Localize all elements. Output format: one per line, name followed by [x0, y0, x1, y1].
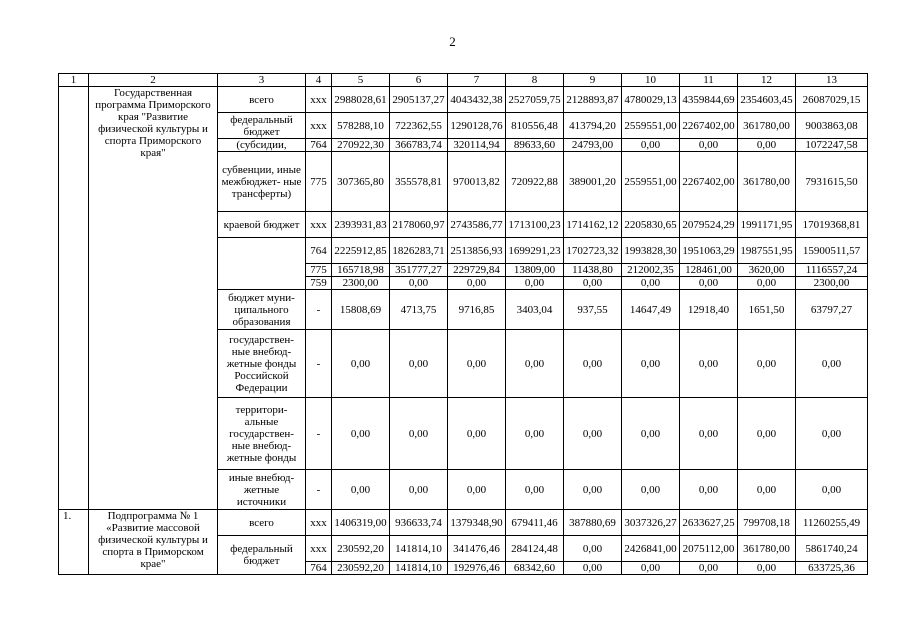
value-cell: 1713100,23 — [506, 212, 564, 238]
program-name-cell: Подпрограмма № 1 «Развитие массовой физической культуры и спорта в Приморском крае" — [89, 510, 218, 575]
budget-code-cell: xxx — [306, 87, 332, 113]
budget-code-cell: xxx — [306, 510, 332, 536]
header-cell: 8 — [506, 74, 564, 87]
funding-source-cell: бюджет муни- ципального образования — [218, 290, 306, 330]
funding-source-cell: федеральный бюджет — [218, 113, 306, 139]
value-cell: 4043432,38 — [448, 87, 506, 113]
value-cell: 578288,10 — [332, 113, 390, 139]
value-cell: 284124,48 — [506, 536, 564, 562]
row-number-cell: 1. — [59, 510, 89, 575]
header-cell: 5 — [332, 74, 390, 87]
row-number-cell — [59, 87, 89, 510]
value-cell: 1406319,00 — [332, 510, 390, 536]
value-cell: 7931615,50 — [796, 152, 868, 212]
value-cell: 0,00 — [738, 398, 796, 470]
value-cell: 0,00 — [332, 398, 390, 470]
value-cell: 970013,82 — [448, 152, 506, 212]
value-cell: 0,00 — [448, 330, 506, 398]
funding-source-cell: всего — [218, 510, 306, 536]
value-cell: 0,00 — [506, 330, 564, 398]
value-cell: 1714162,12 — [564, 212, 622, 238]
value-cell: 15900511,57 — [796, 238, 868, 264]
value-cell: 0,00 — [506, 398, 564, 470]
header-cell: 10 — [622, 74, 680, 87]
header-cell: 9 — [564, 74, 622, 87]
header-cell: 7 — [448, 74, 506, 87]
budget-code-cell: 775 — [306, 264, 332, 277]
value-cell: 0,00 — [680, 562, 738, 575]
value-cell: 2205830,65 — [622, 212, 680, 238]
value-cell: 0,00 — [622, 470, 680, 510]
funding-source-cell: краевой бюджет — [218, 212, 306, 238]
value-cell: 0,00 — [622, 277, 680, 290]
value-cell: 3620,00 — [738, 264, 796, 277]
value-cell: 0,00 — [564, 398, 622, 470]
value-cell: 63797,27 — [796, 290, 868, 330]
value-cell: 11438,80 — [564, 264, 622, 277]
header-cell: 4 — [306, 74, 332, 87]
value-cell: 0,00 — [796, 470, 868, 510]
value-cell: 2300,00 — [332, 277, 390, 290]
value-cell: 0,00 — [390, 330, 448, 398]
funding-source-cell: иные внебюд- жетные источники — [218, 470, 306, 510]
value-cell: 4780029,13 — [622, 87, 680, 113]
value-cell: 2743586,77 — [448, 212, 506, 238]
budget-code-cell: 764 — [306, 238, 332, 264]
budget-code-cell: xxx — [306, 536, 332, 562]
value-cell: 14647,49 — [622, 290, 680, 330]
value-cell: 799708,18 — [738, 510, 796, 536]
value-cell: 13809,00 — [506, 264, 564, 277]
value-cell: 1993828,30 — [622, 238, 680, 264]
value-cell: 0,00 — [738, 139, 796, 152]
value-cell: 1116557,24 — [796, 264, 868, 277]
value-cell: 3403,04 — [506, 290, 564, 330]
value-cell: 2513856,93 — [448, 238, 506, 264]
value-cell: 341476,46 — [448, 536, 506, 562]
value-cell: 0,00 — [680, 470, 738, 510]
value-cell: 0,00 — [332, 470, 390, 510]
value-cell: 270922,30 — [332, 139, 390, 152]
table-row — [59, 87, 868, 113]
value-cell: 141814,10 — [390, 562, 448, 575]
value-cell: 0,00 — [390, 470, 448, 510]
value-cell: 0,00 — [622, 330, 680, 398]
value-cell: 229729,84 — [448, 264, 506, 277]
value-cell: 2267402,00 — [680, 113, 738, 139]
header-cell: 6 — [390, 74, 448, 87]
value-cell: 0,00 — [390, 277, 448, 290]
funding-source-cell: всего — [218, 87, 306, 113]
value-cell: 1951063,29 — [680, 238, 738, 264]
table-row — [59, 510, 868, 536]
value-cell: 0,00 — [448, 277, 506, 290]
value-cell: 89633,60 — [506, 139, 564, 152]
value-cell: 2075112,00 — [680, 536, 738, 562]
value-cell: 192976,46 — [448, 562, 506, 575]
value-cell: 2178060,97 — [390, 212, 448, 238]
budget-code-cell: - — [306, 470, 332, 510]
value-cell: 2559551,00 — [622, 113, 680, 139]
value-cell: 0,00 — [564, 277, 622, 290]
value-cell: 0,00 — [448, 398, 506, 470]
value-cell: 1987551,95 — [738, 238, 796, 264]
value-cell: 0,00 — [390, 398, 448, 470]
value-cell: 11260255,49 — [796, 510, 868, 536]
value-cell: 0,00 — [738, 330, 796, 398]
value-cell: 4713,75 — [390, 290, 448, 330]
funding-source-cell: государствен- ные внебюд- жетные фонды Российской Федерации — [218, 330, 306, 398]
value-cell: 0,00 — [680, 139, 738, 152]
value-cell: 936633,74 — [390, 510, 448, 536]
value-cell: 810556,48 — [506, 113, 564, 139]
value-cell: 0,00 — [622, 398, 680, 470]
value-cell: 0,00 — [448, 470, 506, 510]
value-cell: 0,00 — [506, 277, 564, 290]
value-cell: 1991171,95 — [738, 212, 796, 238]
value-cell: 1826283,71 — [390, 238, 448, 264]
value-cell: 413794,20 — [564, 113, 622, 139]
budget-code-cell: - — [306, 398, 332, 470]
budget-code-cell: xxx — [306, 212, 332, 238]
header-cell: 1 — [59, 74, 89, 87]
budget-code-cell: - — [306, 330, 332, 398]
value-cell: 1699291,23 — [506, 238, 564, 264]
funding-source-cell — [218, 238, 306, 290]
value-cell: 165718,98 — [332, 264, 390, 277]
value-cell: 2426841,00 — [622, 536, 680, 562]
value-cell: 722362,55 — [390, 113, 448, 139]
funding-source-cell: федеральный бюджет — [218, 536, 306, 575]
value-cell: 2079524,29 — [680, 212, 738, 238]
budget-code-cell: 775 — [306, 152, 332, 212]
value-cell: 141814,10 — [390, 536, 448, 562]
value-cell: 3037326,27 — [622, 510, 680, 536]
value-cell: 1702723,32 — [564, 238, 622, 264]
budget-code-cell: 759 — [306, 277, 332, 290]
budget-code-cell: xxx — [306, 113, 332, 139]
header-cell: 12 — [738, 74, 796, 87]
value-cell: 2354603,45 — [738, 87, 796, 113]
value-cell: 0,00 — [738, 470, 796, 510]
value-cell: 128461,00 — [680, 264, 738, 277]
value-cell: 24793,00 — [564, 139, 622, 152]
funding-source-cell: (субсидии, — [218, 139, 306, 152]
budget-code-cell: - — [306, 290, 332, 330]
header-cell: 2 — [89, 74, 218, 87]
value-cell: 4359844,69 — [680, 87, 738, 113]
program-name-cell: Государственная программа Приморского края "Развитие физической культуры и спорта Приморского края" — [89, 87, 218, 510]
header-cell: 13 — [796, 74, 868, 87]
value-cell: 351777,27 — [390, 264, 448, 277]
header-cell: 3 — [218, 74, 306, 87]
value-cell: 2559551,00 — [622, 152, 680, 212]
value-cell: 17019368,81 — [796, 212, 868, 238]
funding-source-cell: субвенции, иные межбюджет- ные трансферты) — [218, 152, 306, 212]
funding-source-cell: территори- альные государствен- ные внебюд- жетные фонды — [218, 398, 306, 470]
budget-code-cell: 764 — [306, 562, 332, 575]
value-cell: 387880,69 — [564, 510, 622, 536]
value-cell: 0,00 — [564, 562, 622, 575]
value-cell: 1651,50 — [738, 290, 796, 330]
value-cell: 2527059,75 — [506, 87, 564, 113]
header-cell: 11 — [680, 74, 738, 87]
value-cell: 2128893,87 — [564, 87, 622, 113]
value-cell: 5861740,24 — [796, 536, 868, 562]
value-cell: 1290128,76 — [448, 113, 506, 139]
value-cell: 0,00 — [680, 398, 738, 470]
value-cell: 2300,00 — [796, 277, 868, 290]
value-cell: 320114,94 — [448, 139, 506, 152]
value-cell: 1379348,90 — [448, 510, 506, 536]
value-cell: 0,00 — [564, 330, 622, 398]
value-cell: 720922,88 — [506, 152, 564, 212]
value-cell: 0,00 — [738, 562, 796, 575]
value-cell: 361780,00 — [738, 113, 796, 139]
value-cell: 9716,85 — [448, 290, 506, 330]
value-cell: 0,00 — [564, 536, 622, 562]
value-cell: 68342,60 — [506, 562, 564, 575]
value-cell: 0,00 — [796, 330, 868, 398]
value-cell: 389001,20 — [564, 152, 622, 212]
value-cell: 0,00 — [680, 330, 738, 398]
value-cell: 2225912,85 — [332, 238, 390, 264]
value-cell: 2267402,00 — [680, 152, 738, 212]
value-cell: 230592,20 — [332, 536, 390, 562]
value-cell: 0,00 — [738, 277, 796, 290]
value-cell: 361780,00 — [738, 152, 796, 212]
value-cell: 0,00 — [622, 139, 680, 152]
value-cell: 0,00 — [622, 562, 680, 575]
value-cell: 26087029,15 — [796, 87, 868, 113]
budget-table — [58, 73, 868, 575]
value-cell: 355578,81 — [390, 152, 448, 212]
value-cell: 307365,80 — [332, 152, 390, 212]
value-cell: 633725,36 — [796, 562, 868, 575]
value-cell: 937,55 — [564, 290, 622, 330]
header-row — [59, 74, 868, 87]
value-cell: 0,00 — [796, 398, 868, 470]
value-cell: 2633627,25 — [680, 510, 738, 536]
page-number: 2 — [449, 34, 456, 49]
value-cell: 12918,40 — [680, 290, 738, 330]
value-cell: 2988028,61 — [332, 87, 390, 113]
value-cell: 679411,46 — [506, 510, 564, 536]
value-cell: 0,00 — [564, 470, 622, 510]
value-cell: 361780,00 — [738, 536, 796, 562]
value-cell: 2393931,83 — [332, 212, 390, 238]
value-cell: 212002,35 — [622, 264, 680, 277]
value-cell: 0,00 — [506, 470, 564, 510]
budget-code-cell: 764 — [306, 139, 332, 152]
value-cell: 9003863,08 — [796, 113, 868, 139]
value-cell: 366783,74 — [390, 139, 448, 152]
value-cell: 15808,69 — [332, 290, 390, 330]
value-cell: 0,00 — [332, 330, 390, 398]
value-cell: 2905137,27 — [390, 87, 448, 113]
value-cell: 230592,20 — [332, 562, 390, 575]
value-cell: 0,00 — [680, 277, 738, 290]
value-cell: 1072247,58 — [796, 139, 868, 152]
